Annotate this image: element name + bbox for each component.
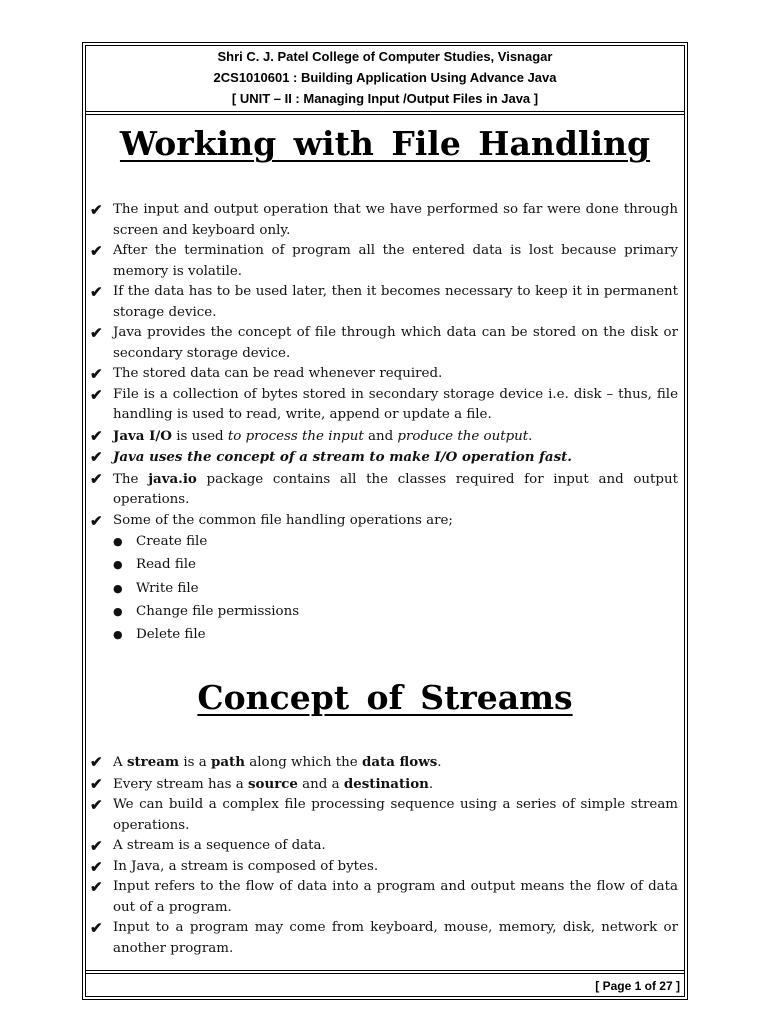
header-divider: [85, 111, 685, 112]
unit-title: [ UNIT – II : Managing Input /Output Files in Java ]: [231, 91, 539, 106]
list-item: [90, 469, 678, 511]
footer-divider: [85, 970, 685, 971]
check-icon: ✔: [90, 878, 103, 896]
item-text: Some of the common file handling operations are;: [113, 512, 453, 528]
item-text: and: [363, 428, 398, 444]
item-text: .: [528, 428, 533, 444]
check-icon: ✔: [90, 857, 103, 876]
operation-item: [113, 553, 299, 576]
list-item: [90, 918, 678, 959]
item-text: stream: [126, 754, 180, 770]
list-item: [90, 752, 678, 774]
list-item: [90, 511, 678, 532]
list-item: [90, 200, 678, 241]
list-item: [90, 385, 678, 426]
list-item: [90, 774, 678, 796]
list-item: [90, 282, 678, 323]
document-header: [85, 46, 685, 109]
item-text: If the data has to be used later, then it becomes necessary to keep it in permanent storage device.: [113, 284, 678, 320]
college-name: Shri C. J. Patel College of Computer Studies, Visnagar: [217, 49, 553, 64]
operation-item: [113, 577, 299, 600]
item-text: After the termination of program all the entered data is lost because primary memory is volatile.: [113, 243, 678, 279]
check-icon: ✔: [90, 426, 103, 445]
item-text: package contains all the classes required for input and output operations.: [113, 471, 678, 507]
check-icon: ✔: [90, 919, 103, 937]
check-icon: ✔: [90, 283, 103, 301]
operation-label: Change file permissions: [136, 603, 300, 619]
check-icon: ✔: [90, 365, 103, 383]
section-title-text: Concept of Streams: [197, 678, 573, 717]
section-title-streams: [85, 678, 685, 717]
file-handling-list: [90, 200, 678, 531]
list-item: [90, 447, 678, 469]
item-text: to process the input: [227, 428, 364, 444]
list-item: [90, 241, 678, 282]
item-text: produce the output: [397, 428, 529, 444]
operation-item: [113, 623, 299, 646]
bullet-icon: ●: [113, 628, 123, 642]
list-item: [90, 836, 678, 857]
streams-list: [90, 752, 678, 959]
check-icon: ✔: [90, 753, 103, 771]
item-text: .: [428, 776, 434, 792]
item-text: Java I/O: [113, 427, 172, 444]
item-text: The input and output operation that we have performed so far were done through screen and keyboard only.: [113, 202, 678, 238]
list-item: [90, 877, 678, 918]
item-text: destination: [343, 775, 429, 792]
check-icon: ✔: [90, 796, 103, 814]
footer-divider-2: [85, 973, 685, 974]
list-item: [90, 323, 678, 364]
item-text: We can build a complex file processing sequence using a series of simple stream operations.: [113, 797, 678, 833]
list-item: [90, 364, 678, 385]
check-icon: ✔: [90, 774, 103, 793]
item-text: Java provides the concept of file through which data can be stored on the disk or secondary storage device.: [113, 325, 678, 361]
operation-label: Create file: [136, 534, 208, 549]
check-icon: ✔: [90, 511, 103, 530]
list-item: [90, 426, 678, 448]
item-text: source: [247, 775, 298, 792]
check-icon: ✔: [90, 324, 103, 342]
operation-label: Read file: [136, 557, 196, 573]
check-icon: ✔: [90, 448, 103, 466]
item-text: java.io: [148, 470, 197, 487]
item-text: along which the: [244, 755, 362, 770]
bullet-icon: ●: [113, 581, 123, 595]
check-icon: ✔: [90, 242, 103, 260]
page-number: [ Page 1 of 27 ]: [595, 979, 680, 993]
bullet-icon: ●: [113, 535, 123, 548]
bullet-icon: ●: [113, 604, 123, 618]
item-text: File is a collection of bytes stored in secondary storage device i.e. disk – thus, file handling is used to read, write, append or update a file.: [113, 386, 678, 422]
check-icon: ✔: [90, 469, 103, 488]
check-icon: ✔: [90, 201, 103, 219]
header-divider-2: [85, 114, 685, 115]
operation-item: [113, 530, 299, 553]
operation-label: Write file: [136, 580, 199, 596]
check-icon: ✔: [90, 385, 103, 404]
item-text: and a: [297, 776, 344, 792]
section-title-text: Working with File Handling: [119, 124, 651, 163]
item-text: is used: [171, 428, 228, 444]
operations-list: [113, 530, 299, 646]
bullet-icon: ●: [113, 558, 123, 572]
item-text: In Java, a stream is composed of bytes.: [113, 858, 379, 874]
item-text: The: [113, 471, 149, 487]
item-text: Every stream has a: [113, 776, 248, 792]
item-text: path: [211, 754, 245, 770]
item-text: A: [113, 755, 127, 770]
list-item: [90, 795, 678, 836]
check-icon: ✔: [90, 837, 103, 855]
item-text: .: [437, 755, 442, 770]
item-text: Input to a program may come from keyboard, mouse, memory, disk, network or another program.: [113, 920, 678, 956]
list-item: [90, 857, 678, 878]
section-title-file-handling: [85, 124, 685, 163]
item-text: A stream is a sequence of data.: [113, 838, 326, 853]
item-text: is a: [179, 755, 212, 770]
operation-item: [113, 600, 299, 623]
course-code: 2CS1010601 : Building Application Using Advance Java: [213, 70, 557, 85]
operation-label: Delete file: [136, 627, 206, 643]
item-text: Java uses the concept of a stream to make I/O operation fast.: [113, 449, 572, 465]
item-text: The stored data can be read whenever required.: [113, 366, 443, 381]
item-text: data flows: [361, 754, 438, 770]
item-text: Input refers to the flow of data into a program and output means the flow of data out of a program.: [113, 879, 678, 915]
